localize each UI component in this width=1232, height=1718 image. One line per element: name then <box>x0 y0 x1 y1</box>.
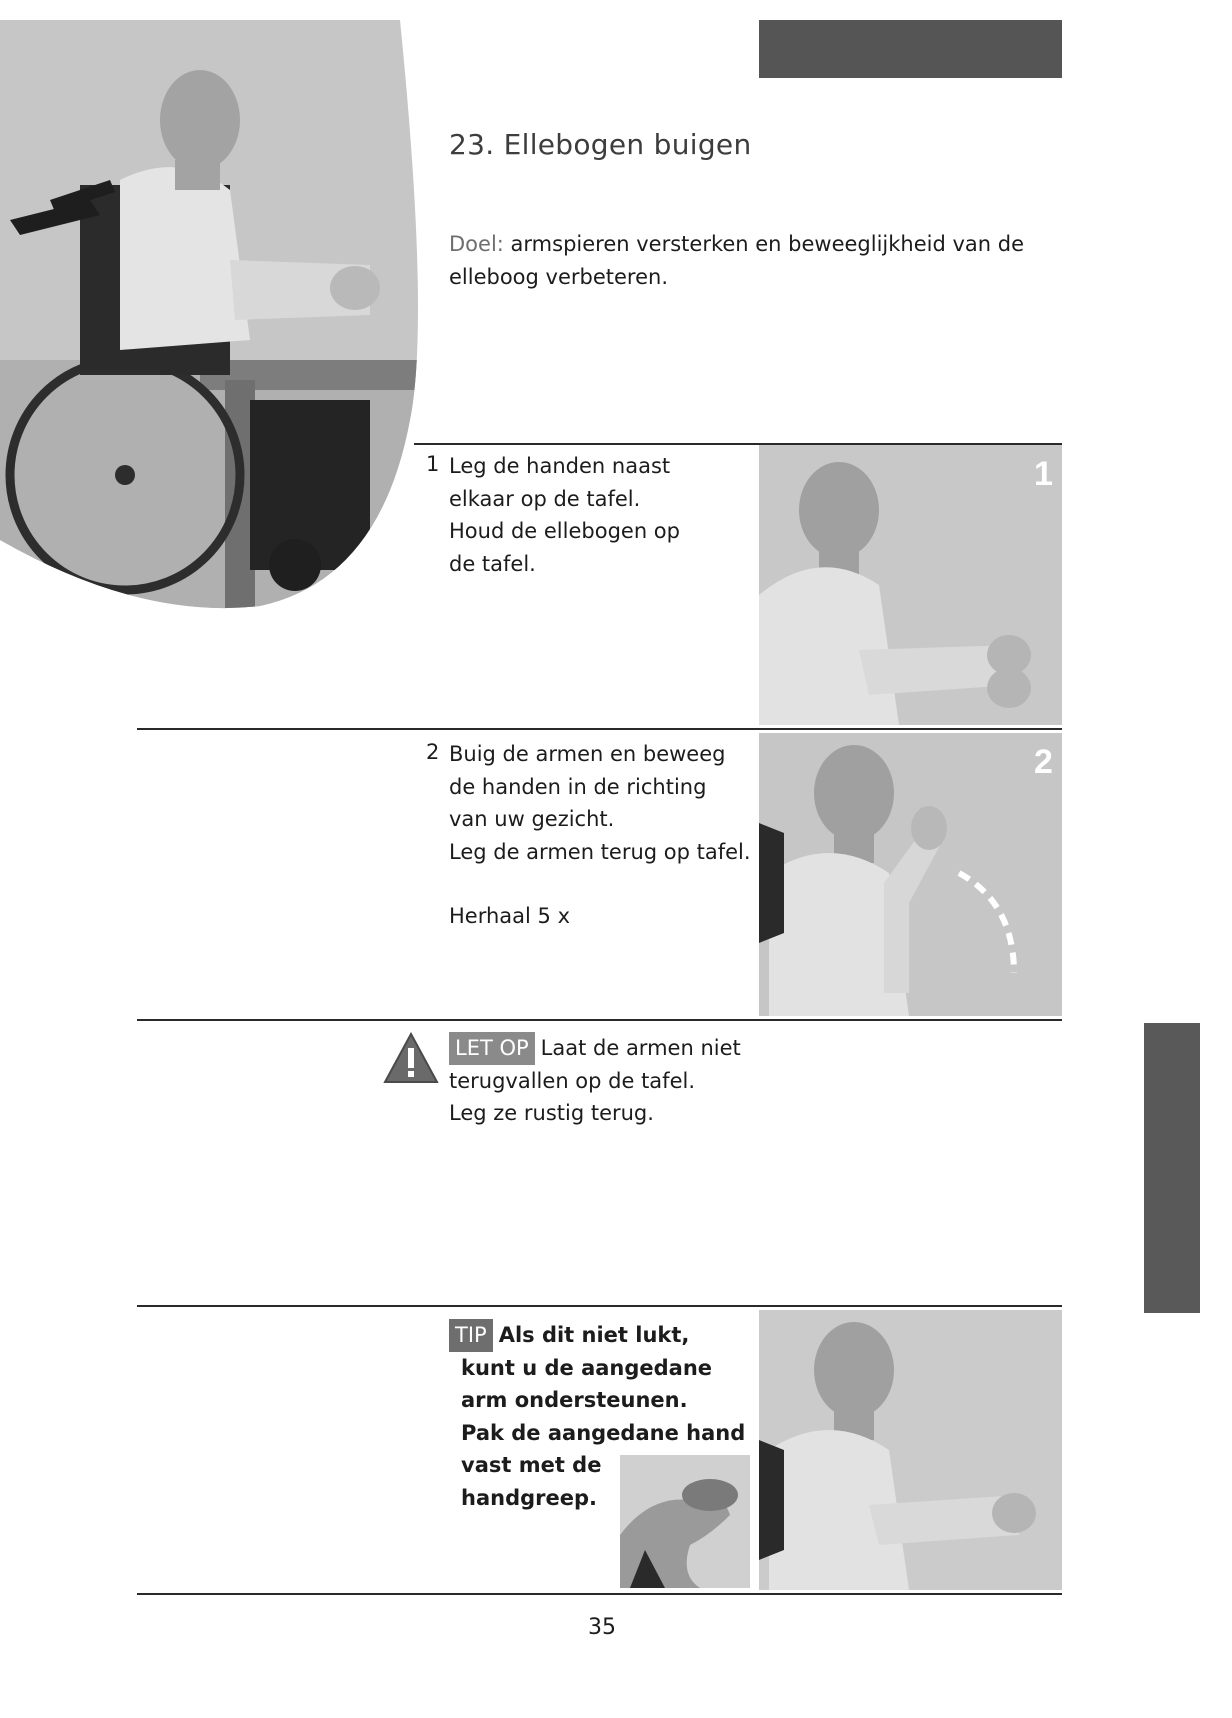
tip-badge: TIP <box>449 1319 493 1352</box>
page-number: 35 <box>588 1615 616 1640</box>
step-2-line: Buig de armen en beweeg <box>449 742 726 766</box>
exercise-title: 23. Ellebogen buigen <box>449 128 752 161</box>
step-2-photo-label: 2 <box>1034 743 1053 781</box>
step-2-repeat: Herhaal 5 x <box>449 904 570 928</box>
step-1-photo-label: 1 <box>1034 455 1053 493</box>
divider-step-2 <box>137 728 1062 730</box>
exercise-goal <box>449 228 1039 294</box>
warning-triangle-icon <box>383 1030 439 1086</box>
header-bar <box>759 20 1062 78</box>
step-1-text <box>449 450 680 580</box>
tip-line: vast met de <box>461 1453 602 1477</box>
hero-wheelchair-photo <box>0 20 440 610</box>
goal-label: Doel: <box>449 232 504 256</box>
tip-line: Als dit niet lukt, <box>498 1323 690 1347</box>
step-1-photo <box>759 445 1062 725</box>
step-1-line: Leg de handen naast <box>449 454 671 478</box>
divider-bottom <box>137 1593 1062 1595</box>
step-2-number: 2 <box>426 740 440 764</box>
tip-line: kunt u de aangedane <box>461 1355 713 1380</box>
step-2-text <box>449 738 751 933</box>
divider-caution <box>137 1019 1062 1021</box>
tip-hand-photo <box>620 1455 750 1588</box>
divider-tip <box>137 1305 1062 1307</box>
caution-line: terugvallen op de tafel. <box>449 1068 696 1093</box>
tip-line: handgreep. <box>461 1485 597 1510</box>
tip-line: arm ondersteunen. <box>461 1388 688 1412</box>
tip-photo <box>759 1310 1062 1590</box>
side-tab <box>1144 1023 1200 1313</box>
step-2-line: van uw gezicht. <box>449 807 615 831</box>
caution-line: Laat de armen niet <box>540 1036 741 1060</box>
step-2-line: Leg de armen terug op tafel. <box>449 839 751 864</box>
step-1-line: de tafel. <box>449 551 536 576</box>
step-1-line: elkaar op de tafel. <box>449 486 641 511</box>
step-2-photo <box>759 733 1062 1016</box>
caution-line: Leg ze rustig terug. <box>449 1101 654 1125</box>
goal-text: armspieren versterken en beweeglijkheid van de elleboog verbeteren. <box>449 232 1025 289</box>
tip-line: Pak de aangedane hand <box>461 1420 746 1445</box>
caution-badge: LET OP <box>449 1032 535 1065</box>
caution-text <box>449 1032 741 1130</box>
step-2-line: de handen in de richting <box>449 774 707 799</box>
step-1-number: 1 <box>426 452 440 476</box>
step-1-line: Houd de ellebogen op <box>449 519 680 543</box>
